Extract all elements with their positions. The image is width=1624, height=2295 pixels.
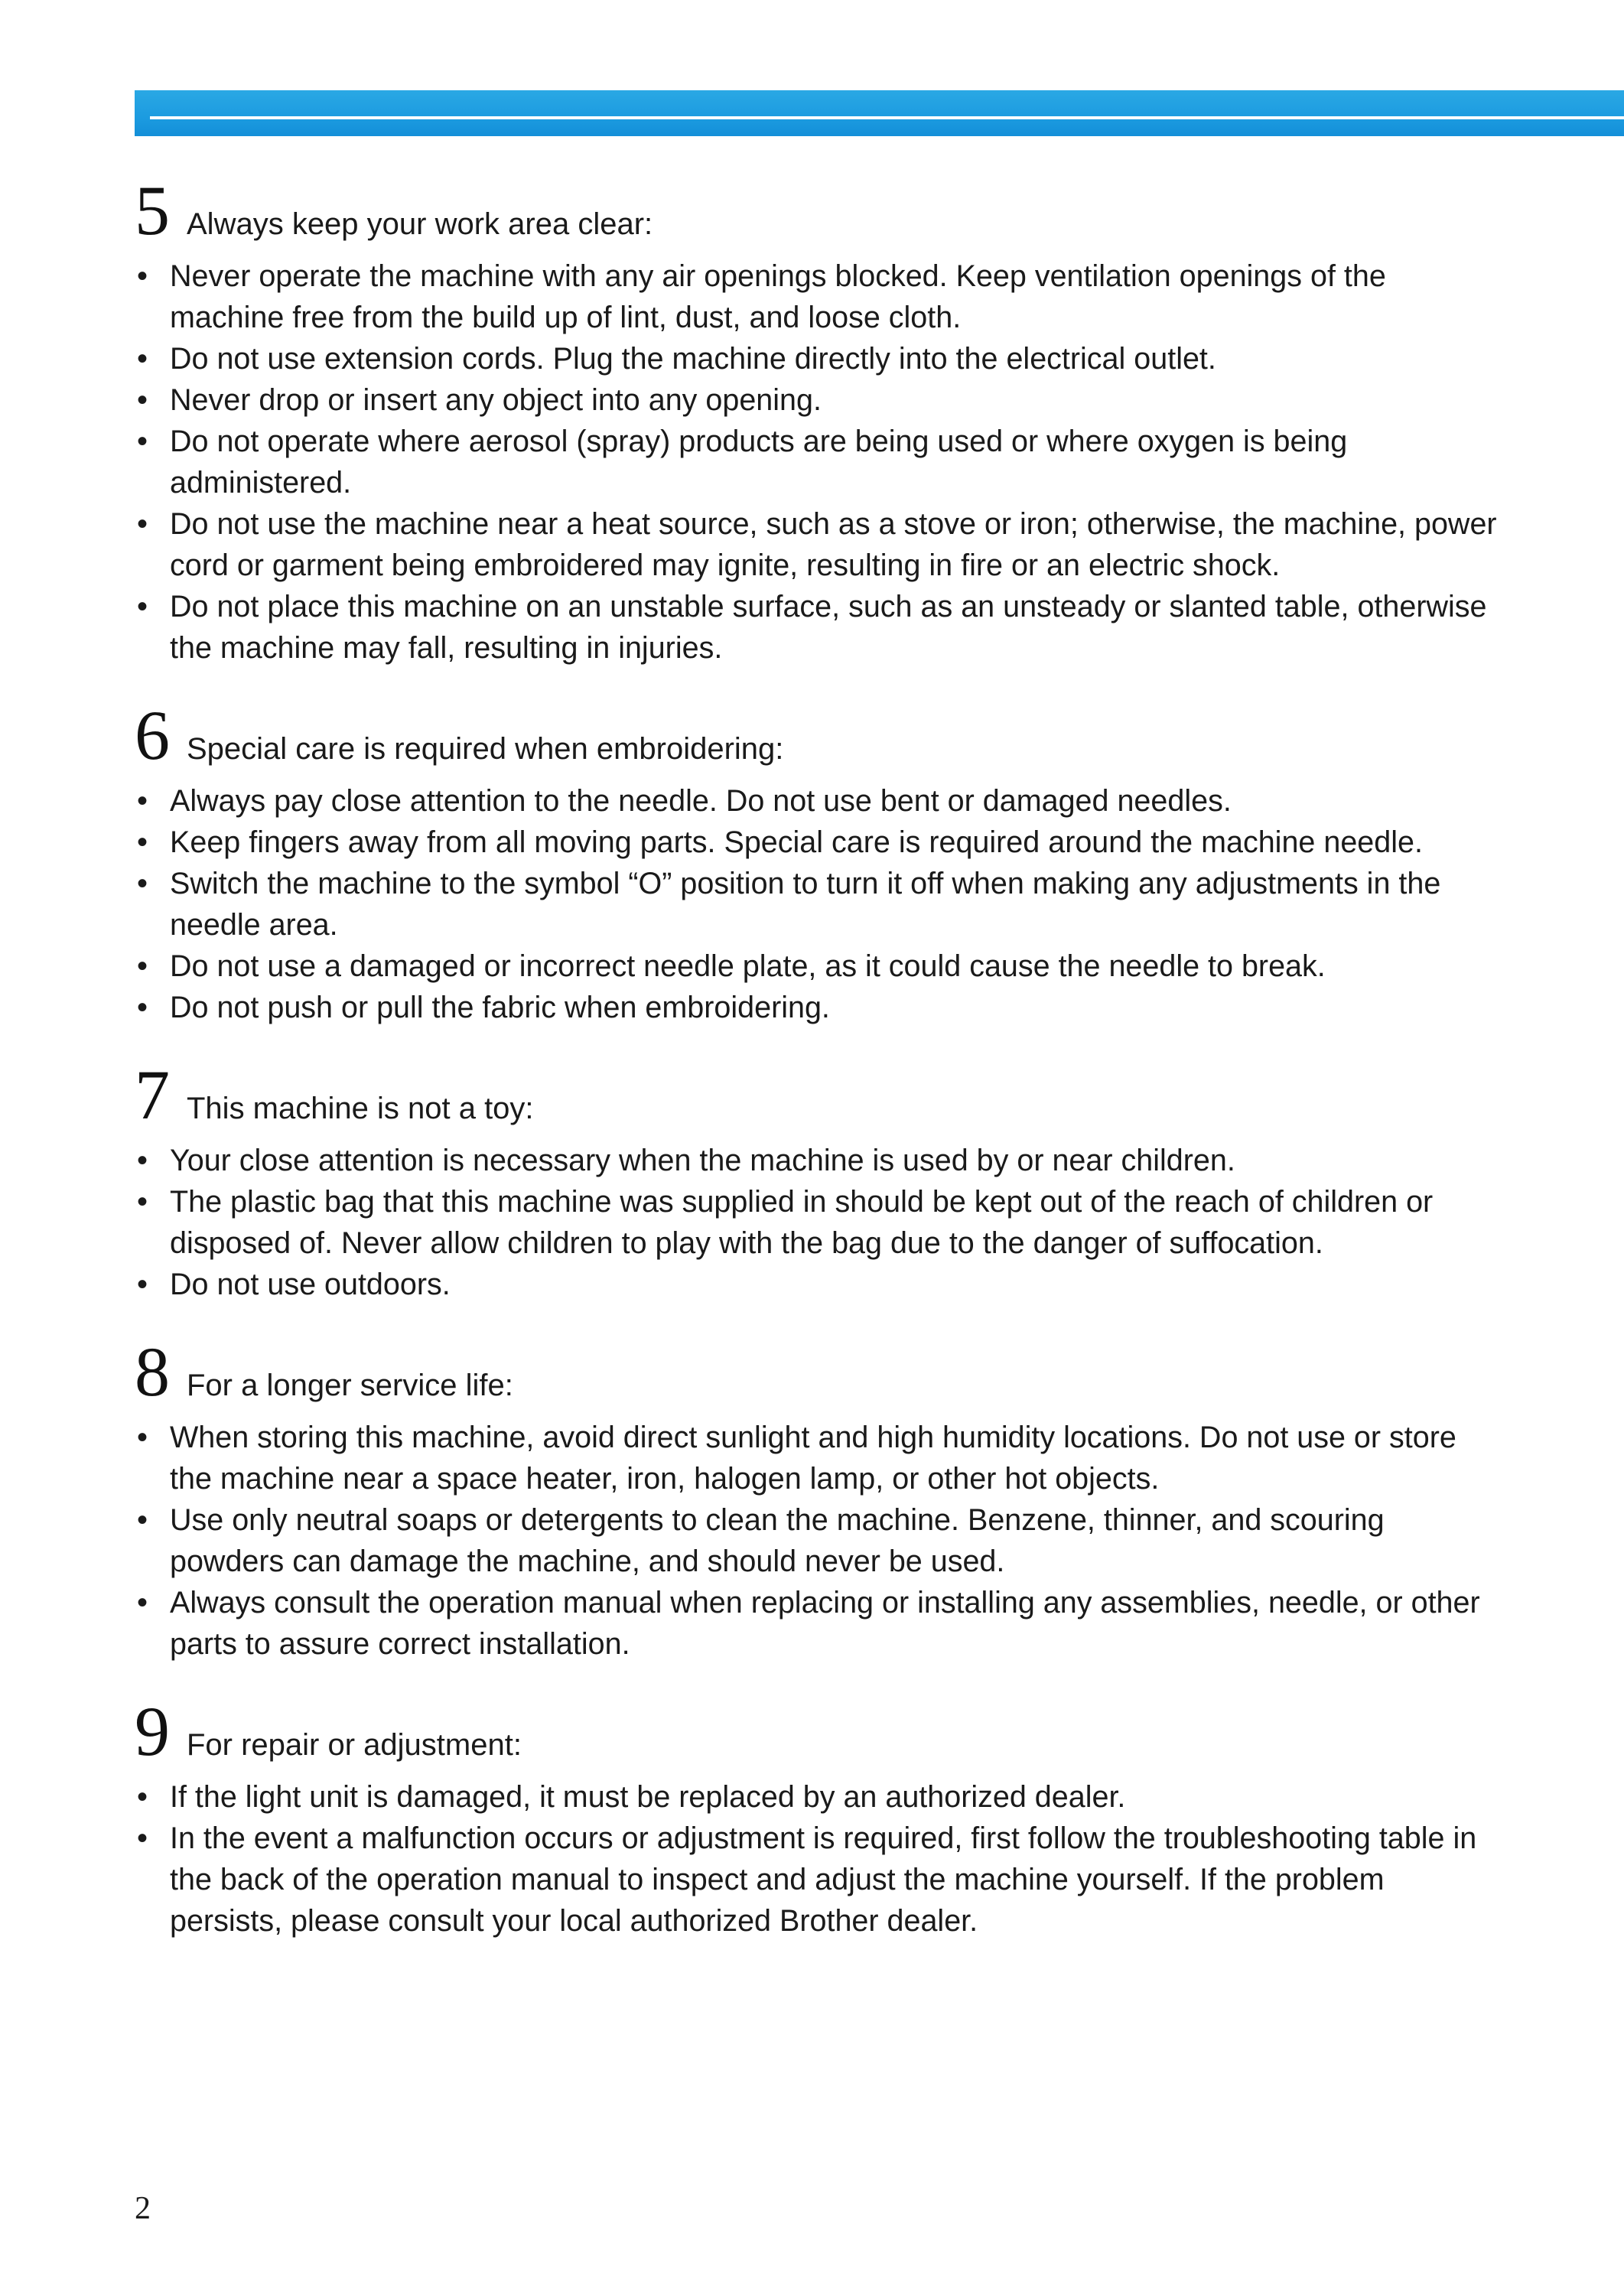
- list-item: [135, 1499, 1504, 1582]
- list-item-text: Your close attention is necessary when the machine is used by or near children.: [170, 1144, 1235, 1177]
- bullet-list: [135, 1776, 1504, 1942]
- bullet-icon: •: [136, 784, 148, 818]
- list-item: [135, 946, 1504, 987]
- section-title: For repair or adjustment:: [187, 1728, 522, 1762]
- bullet-icon: •: [136, 825, 148, 859]
- section-title: This machine is not a toy:: [187, 1092, 534, 1125]
- bullet-icon: •: [136, 383, 148, 417]
- bullet-icon: •: [136, 1144, 148, 1177]
- list-item-text: Do not push or pull the fabric when embroidering.: [170, 991, 830, 1024]
- list-item-text: Always consult the operation manual when replacing or installing any assemblies, needle, or other parts to assure correct installation.: [170, 1586, 1480, 1661]
- list-item: [135, 1582, 1504, 1665]
- bullet-icon: •: [136, 1821, 148, 1855]
- list-item: [135, 987, 1504, 1028]
- section-number: 8: [135, 1333, 170, 1411]
- list-item: [135, 822, 1504, 863]
- section-heading: [135, 1056, 1504, 1134]
- bullet-icon: •: [136, 1268, 148, 1301]
- bullet-icon: •: [136, 590, 148, 623]
- list-item-text: Do not use outdoors.: [170, 1268, 451, 1301]
- list-item-text: Do not use the machine near a heat source, such as a stove or iron; otherwise, the machine, power cord or garment being embroidered may ignite, resulting in fire or an electric shock.: [170, 507, 1497, 582]
- bullet-list: [135, 780, 1504, 1028]
- list-item: [135, 256, 1504, 338]
- header-bar-line: [150, 116, 1624, 119]
- list-item: [135, 586, 1504, 669]
- header-bar: [135, 90, 1624, 136]
- list-item-text: Keep fingers away from all moving parts. Special care is required around the machine needle.: [170, 825, 1423, 859]
- section-9: [135, 1692, 1504, 1942]
- bullet-icon: •: [136, 425, 148, 458]
- list-item-text: If the light unit is damaged, it must be replaced by an authorized dealer.: [170, 1780, 1126, 1814]
- list-item: [135, 780, 1504, 822]
- section-7: [135, 1056, 1504, 1305]
- section-number: 5: [135, 171, 170, 249]
- section-title: Always keep your work area clear:: [187, 207, 653, 241]
- list-item: [135, 421, 1504, 503]
- bullet-icon: •: [136, 1586, 148, 1620]
- bullet-list: [135, 256, 1504, 669]
- list-item-text: Always pay close attention to the needle. Do not use bent or damaged needles.: [170, 784, 1232, 818]
- safety-instructions: [135, 171, 1504, 1942]
- list-item: [135, 863, 1504, 946]
- section-8: [135, 1333, 1504, 1665]
- list-item: [135, 1181, 1504, 1264]
- list-item-text: Switch the machine to the symbol “O” position to turn it off when making any adjustments in the needle area.: [170, 867, 1441, 942]
- bullet-icon: •: [136, 1780, 148, 1814]
- section-6: [135, 696, 1504, 1028]
- list-item: [135, 1264, 1504, 1305]
- list-item-text: Never operate the machine with any air openings blocked. Keep ventilation openings of the machine free from the build up of lint, dust, and loose cloth.: [170, 259, 1386, 334]
- list-item-text: The plastic bag that this machine was supplied in should be kept out of the reach of children or disposed of. Never allow children to play with the bag due to the danger of suffocation.: [170, 1185, 1434, 1260]
- list-item-text: Do not operate where aerosol (spray) products are being used or where oxygen is being administered.: [170, 425, 1348, 500]
- section-heading: [135, 1333, 1504, 1411]
- section-heading: [135, 171, 1504, 249]
- list-item-text: Use only neutral soaps or detergents to clean the machine. Benzene, thinner, and scouring powders can damage the machine, and should never be used.: [170, 1503, 1385, 1578]
- bullet-list: [135, 1140, 1504, 1305]
- section-title: Special care is required when embroidering:: [187, 732, 784, 766]
- bullet-icon: •: [136, 259, 148, 293]
- list-item: [135, 1776, 1504, 1818]
- section-number: 9: [135, 1692, 170, 1770]
- bullet-icon: •: [136, 1421, 148, 1454]
- bullet-icon: •: [136, 342, 148, 376]
- list-item-text: Do not use extension cords. Plug the machine directly into the electrical outlet.: [170, 342, 1216, 376]
- section-number: 6: [135, 696, 170, 774]
- list-item-text: Do not use a damaged or incorrect needle plate, as it could cause the needle to break.: [170, 949, 1326, 983]
- page-number: 2: [135, 2191, 151, 2226]
- list-item: [135, 338, 1504, 379]
- section-number: 7: [135, 1056, 170, 1134]
- section-5: [135, 171, 1504, 669]
- section-title: For a longer service life:: [187, 1369, 513, 1402]
- bullet-icon: •: [136, 1185, 148, 1219]
- list-item-text: In the event a malfunction occurs or adjustment is required, first follow the troubleshooting table in the back of the operation manual to inspect and adjust the machine yourself. If the problem persists, please consult your local authorized Brother dealer.: [170, 1821, 1477, 1938]
- list-item: [135, 379, 1504, 421]
- section-heading: [135, 1692, 1504, 1770]
- list-item: [135, 503, 1504, 586]
- bullet-icon: •: [136, 507, 148, 541]
- list-item-text: When storing this machine, avoid direct sunlight and high humidity locations. Do not use or store the machine near a space heater, iron, halogen lamp, or other hot objects.: [170, 1421, 1456, 1496]
- list-item: [135, 1818, 1504, 1942]
- bullet-list: [135, 1417, 1504, 1665]
- list-item: [135, 1417, 1504, 1499]
- section-heading: [135, 696, 1504, 774]
- bullet-icon: •: [136, 991, 148, 1024]
- bullet-icon: •: [136, 867, 148, 900]
- list-item-text: Never drop or insert any object into any opening.: [170, 383, 822, 417]
- list-item: [135, 1140, 1504, 1181]
- bullet-icon: •: [136, 1503, 148, 1537]
- bullet-icon: •: [136, 949, 148, 983]
- list-item-text: Do not place this machine on an unstable surface, such as an unsteady or slanted table, otherwise the machine may fall, resulting in injuries.: [170, 590, 1487, 665]
